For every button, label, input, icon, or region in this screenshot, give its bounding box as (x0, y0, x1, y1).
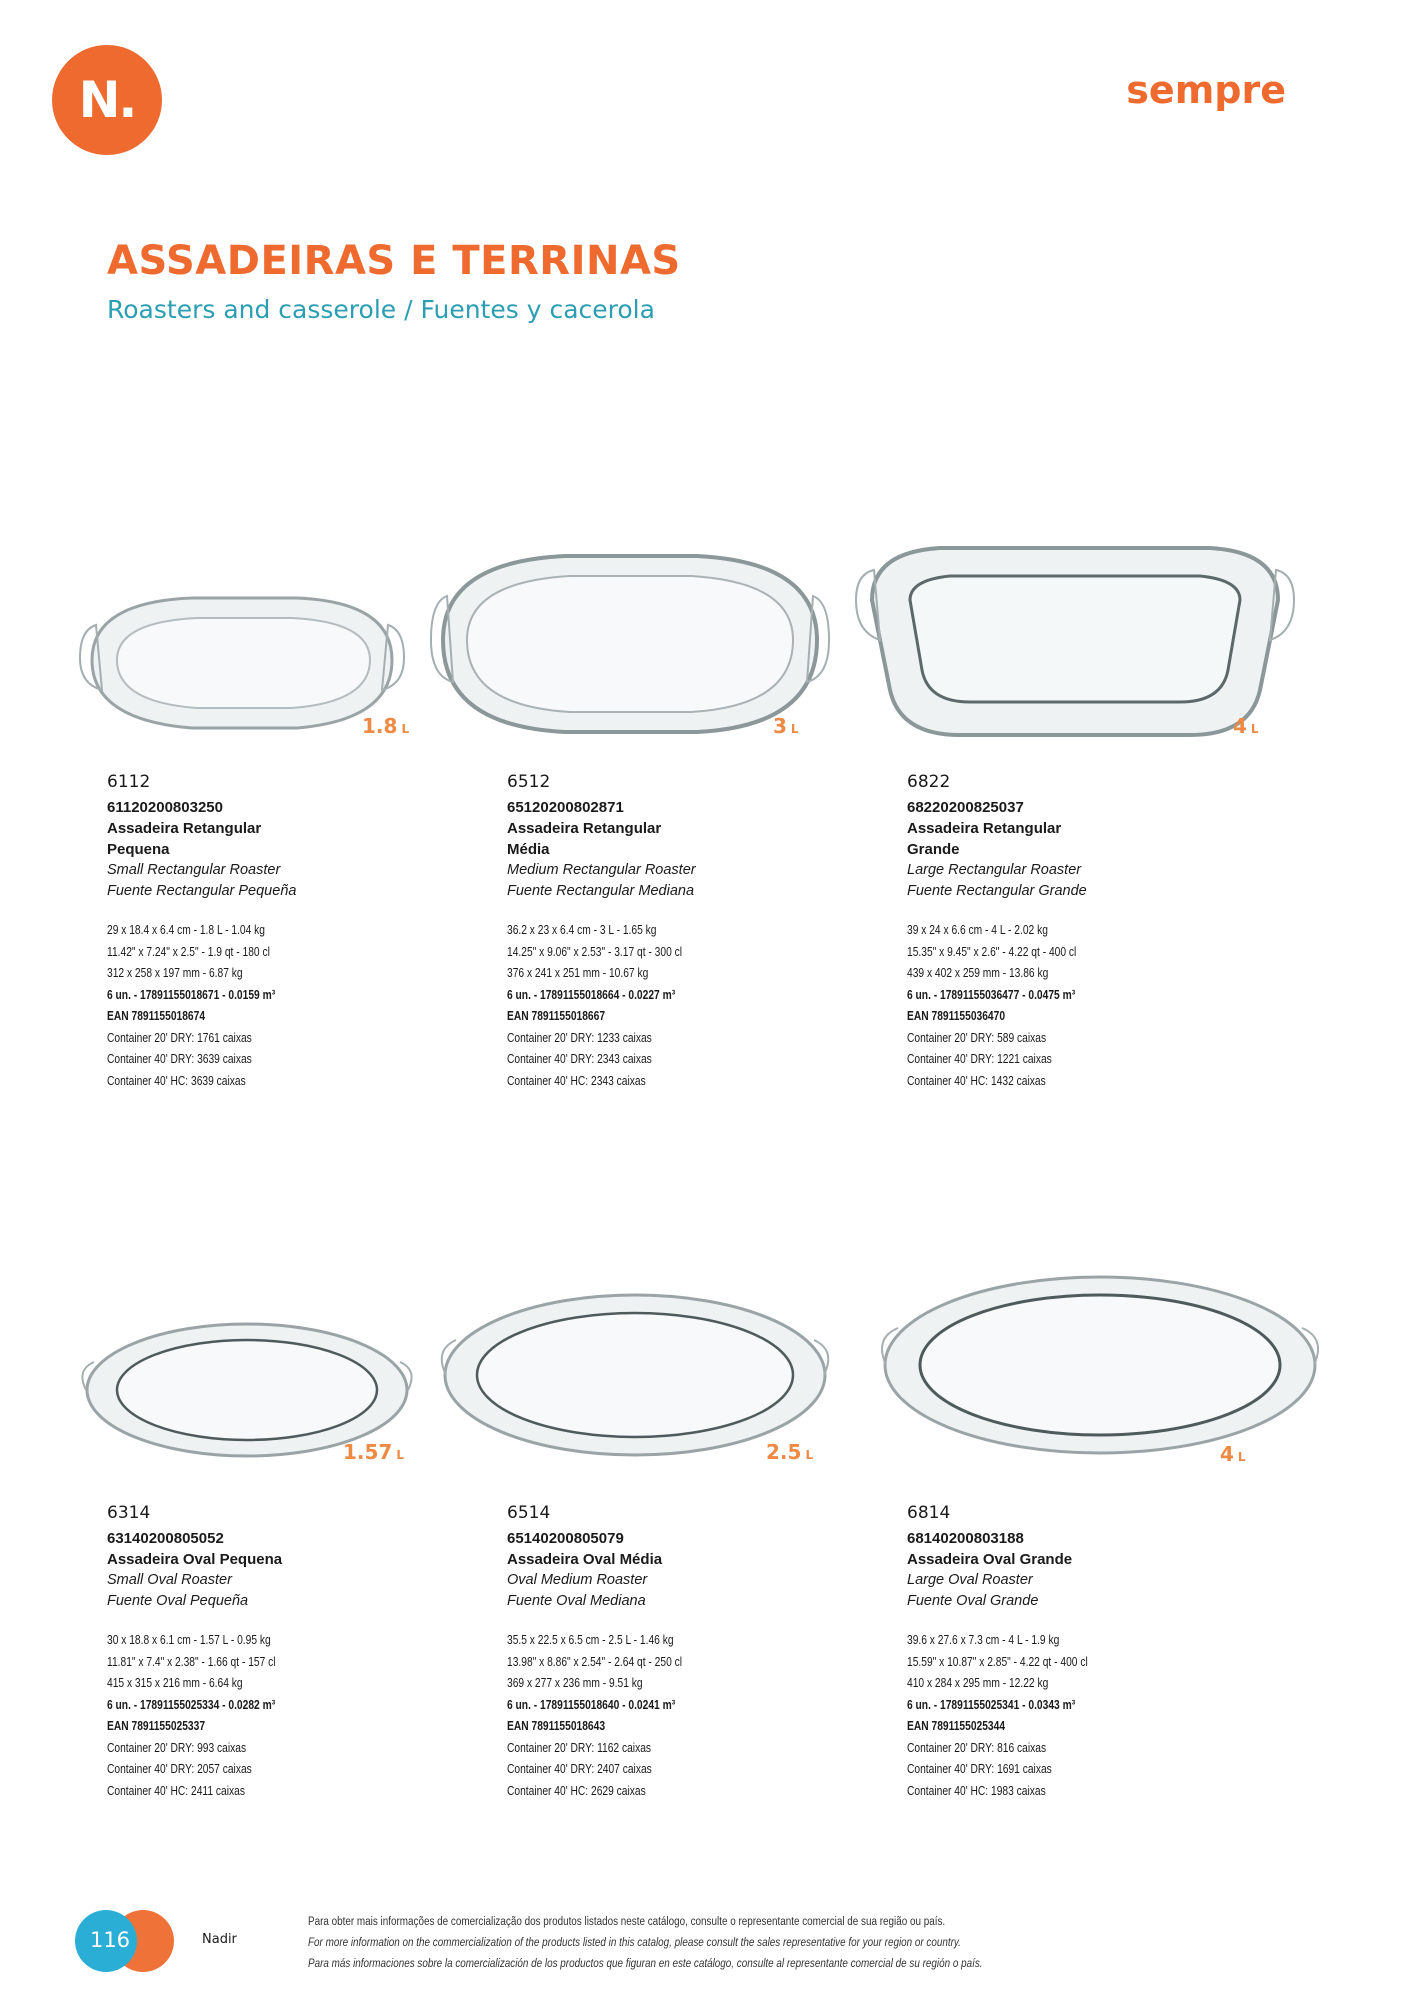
spec-ean: EAN 7891155025337 (107, 1719, 206, 1733)
spec-pack: 6 un. - 17891155025341 - 0.0343 m³ (907, 1697, 1076, 1712)
spec-container-40hc: Container 40' HC: 2343 caixas (507, 1073, 646, 1088)
product-specs (907, 920, 1284, 1092)
spec-container-40hc: Container 40' HC: 1983 caixas (907, 1783, 1046, 1798)
page-title: ASSADEIRAS E TERRINAS (107, 238, 681, 284)
spec-dimensions-imperial: 15.59" x 10.87" x 2.85" - 4.22 qt - 400 cl (907, 1654, 1088, 1669)
spec-container-20: Container 20' DRY: 816 caixas (907, 1740, 1047, 1755)
product-specs (907, 1630, 1284, 1802)
product-name-en: Large Rectangular Roaster (907, 862, 1082, 878)
product-sku: 61120200803250 (107, 799, 223, 816)
product-name-es: Fuente Oval Grande (907, 1593, 1039, 1609)
spec-dimensions-metric: 39 x 24 x 6.6 cm - 4 L - 2.02 kg (907, 923, 1048, 937)
spec-container-20: Container 20' DRY: 589 caixas (907, 1030, 1047, 1045)
product-name-es: Fuente Oval Pequeña (107, 1593, 249, 1609)
oval-roaster-large-image (870, 1260, 1330, 1470)
spec-dimensions-imperial: 14.25" x 9.06" x 2.53" - 3.17 qt - 300 cl (507, 944, 683, 959)
spec-container-40: Container 40' DRY: 2057 caixas (107, 1762, 252, 1776)
product-name-pt-size: Média (507, 841, 550, 858)
page-subtitle: Roasters and casserole / Fuentes y cacerola (107, 295, 655, 324)
capacity-label: 1.8 L (362, 714, 410, 738)
product-name-pt-size: Pequena (107, 841, 170, 858)
spec-ean: EAN 7891155018674 (107, 1009, 206, 1023)
capacity-label: 1.57 L (343, 1440, 405, 1464)
spec-pack: 6 un. - 17891155036477 - 0.0475 m³ (907, 987, 1076, 1002)
spec-container-40: Container 40' DRY: 2407 caixas (507, 1762, 652, 1776)
product-name-en: Medium Rectangular Roaster (507, 862, 696, 878)
product-card (907, 1503, 1287, 1802)
product-code: 6512 (507, 772, 551, 792)
spec-ean: EAN 7891155018667 (507, 1009, 606, 1023)
capacity-label: 4 L (1233, 714, 1259, 738)
product-card (507, 772, 887, 1092)
spec-dimensions-metric: 36.2 x 23 x 6.4 cm - 3 L - 1.65 kg (507, 923, 657, 937)
nadir-logo: N. (52, 45, 162, 155)
product-name-en: Small Oval Roaster (107, 1572, 232, 1588)
product-name-es: Fuente Rectangular Pequeña (107, 883, 297, 899)
spec-container-20: Container 20' DRY: 1162 caixas (507, 1740, 652, 1755)
product-name-pt: Assadeira Retangular (907, 820, 1062, 837)
spec-pack: 6 un. - 17891155018664 - 0.0227 m³ (507, 987, 676, 1002)
spec-dimensions-imperial: 13.98" x 8.86" x 2.54" - 2.64 qt - 250 cl (507, 1654, 683, 1669)
product-specs (107, 1630, 484, 1802)
spec-container-40hc: Container 40' HC: 2629 caixas (507, 1783, 646, 1798)
capacity-label: 4 L (1220, 1442, 1246, 1466)
spec-container-40: Container 40' DRY: 1691 caixas (907, 1762, 1052, 1776)
product-sku: 65120200802871 (507, 799, 624, 816)
product-name-es: Fuente Rectangular Grande (907, 883, 1087, 899)
product-sku: 65140200805079 (507, 1530, 624, 1547)
product-code: 6514 (507, 1503, 551, 1523)
spec-box-dimensions: 410 x 284 x 295 mm - 12.22 kg (907, 1676, 1049, 1690)
spec-container-40: Container 40' DRY: 1221 caixas (907, 1052, 1052, 1066)
spec-pack: 6 un. - 17891155018640 - 0.0241 m³ (507, 1697, 676, 1712)
product-name-pt: Assadeira Oval Pequena (107, 1551, 283, 1568)
spec-box-dimensions: 415 x 315 x 216 mm - 6.64 kg (107, 1676, 243, 1690)
spec-container-40hc: Container 40' HC: 1432 caixas (907, 1073, 1046, 1088)
spec-dimensions-metric: 39.6 x 27.6 x 7.3 cm - 4 L - 1.9 kg (907, 1633, 1060, 1647)
footer-note-pt: Para obter mais informações de comercialização dos produtos listados neste catálogo, consulte o representante comercial de sua região ou país. (308, 1916, 946, 1928)
spec-container-40: Container 40' DRY: 3639 caixas (107, 1052, 252, 1066)
product-name-en: Oval Medium Roaster (507, 1572, 648, 1588)
spec-dimensions-metric: 29 x 18.4 x 6.4 cm - 1.8 L - 1.04 kg (107, 923, 266, 937)
spec-ean: EAN 7891155025344 (907, 1719, 1006, 1733)
spec-dimensions-imperial: 11.42" x 7.24" x 2.5" - 1.9 qt - 180 cl (107, 944, 270, 959)
product-specs (507, 920, 884, 1092)
sempre-brand-logo: sempre (1126, 68, 1286, 112)
product-card (907, 772, 1287, 1092)
product-name-pt: Assadeira Oval Média (507, 1551, 663, 1568)
product-name-pt: Assadeira Oval Grande (907, 1551, 1073, 1568)
product-sku: 63140200805052 (107, 1530, 224, 1547)
spec-ean: EAN 7891155018643 (507, 1719, 606, 1733)
product-name-en: Small Rectangular Roaster (107, 862, 281, 878)
spec-box-dimensions: 376 x 241 x 251 mm - 10.67 kg (507, 966, 649, 980)
spec-pack: 6 un. - 17891155018671 - 0.0159 m³ (107, 987, 276, 1002)
product-name-pt-size: Grande (907, 841, 960, 858)
spec-container-40hc: Container 40' HC: 3639 caixas (107, 1073, 246, 1088)
spec-container-40: Container 40' DRY: 2343 caixas (507, 1052, 652, 1066)
spec-container-40hc: Container 40' HC: 2411 caixas (107, 1783, 245, 1798)
spec-container-20: Container 20' DRY: 993 caixas (107, 1740, 247, 1755)
spec-box-dimensions: 369 x 277 x 236 mm - 9.51 kg (507, 1676, 643, 1690)
footer-brand: Nadir (202, 1932, 237, 1947)
spec-container-20: Container 20' DRY: 1233 caixas (507, 1030, 652, 1045)
spec-container-20: Container 20' DRY: 1761 caixas (107, 1030, 252, 1045)
product-code: 6814 (907, 1503, 951, 1523)
rectangular-roaster-small-image (72, 580, 412, 740)
product-name-en: Large Oval Roaster (907, 1572, 1033, 1588)
spec-pack: 6 un. - 17891155025334 - 0.0282 m³ (107, 1697, 276, 1712)
product-code: 6314 (107, 1503, 151, 1523)
product-name-pt: Assadeira Retangular (507, 820, 662, 837)
product-name-es: Fuente Rectangular Mediana (507, 883, 695, 899)
spec-box-dimensions: 312 x 258 x 197 mm - 6.87 kg (107, 966, 243, 980)
spec-box-dimensions: 439 x 402 x 259 mm - 13.86 kg (907, 966, 1049, 980)
spec-dimensions-metric: 30 x 18.8 x 6.1 cm - 1.57 L - 0.95 kg (107, 1633, 271, 1647)
product-name-pt: Assadeira Retangular (107, 820, 262, 837)
spec-dimensions-imperial: 15.35" x 9.45" x 2.6" - 4.22 qt - 400 cl (907, 944, 1077, 959)
footer-note-es: Para más informaciones sobre la comercialización de los productos que figuran en este catálogo, consulte al representante comercial de su región o país. (308, 1958, 983, 1970)
spec-ean: EAN 7891155036470 (907, 1009, 1006, 1023)
product-sku: 68220200825037 (907, 799, 1024, 816)
product-code: 6822 (907, 772, 951, 792)
capacity-label: 2.5 L (766, 1440, 814, 1464)
page-number: 116 (89, 1928, 131, 1952)
product-specs (507, 1630, 884, 1802)
product-specs (107, 920, 484, 1092)
product-card (507, 1503, 887, 1802)
product-card (107, 1503, 487, 1802)
product-card (107, 772, 487, 1092)
spec-dimensions-metric: 35.5 x 22.5 x 6.5 cm - 2.5 L - 1.46 kg (507, 1633, 674, 1647)
product-name-es: Fuente Oval Mediana (507, 1593, 646, 1609)
footer-note-en: For more information on the commercialization of the products listed in this catalog, please consult the sales representative for your region or country. (308, 1937, 961, 1949)
capacity-label: 3 L (773, 714, 799, 738)
product-sku: 68140200803188 (907, 1530, 1024, 1547)
spec-dimensions-imperial: 11.81" x 7.4" x 2.38" - 1.66 qt - 157 cl (107, 1654, 276, 1669)
footer-note (308, 1912, 1211, 1975)
product-code: 6112 (107, 772, 151, 792)
